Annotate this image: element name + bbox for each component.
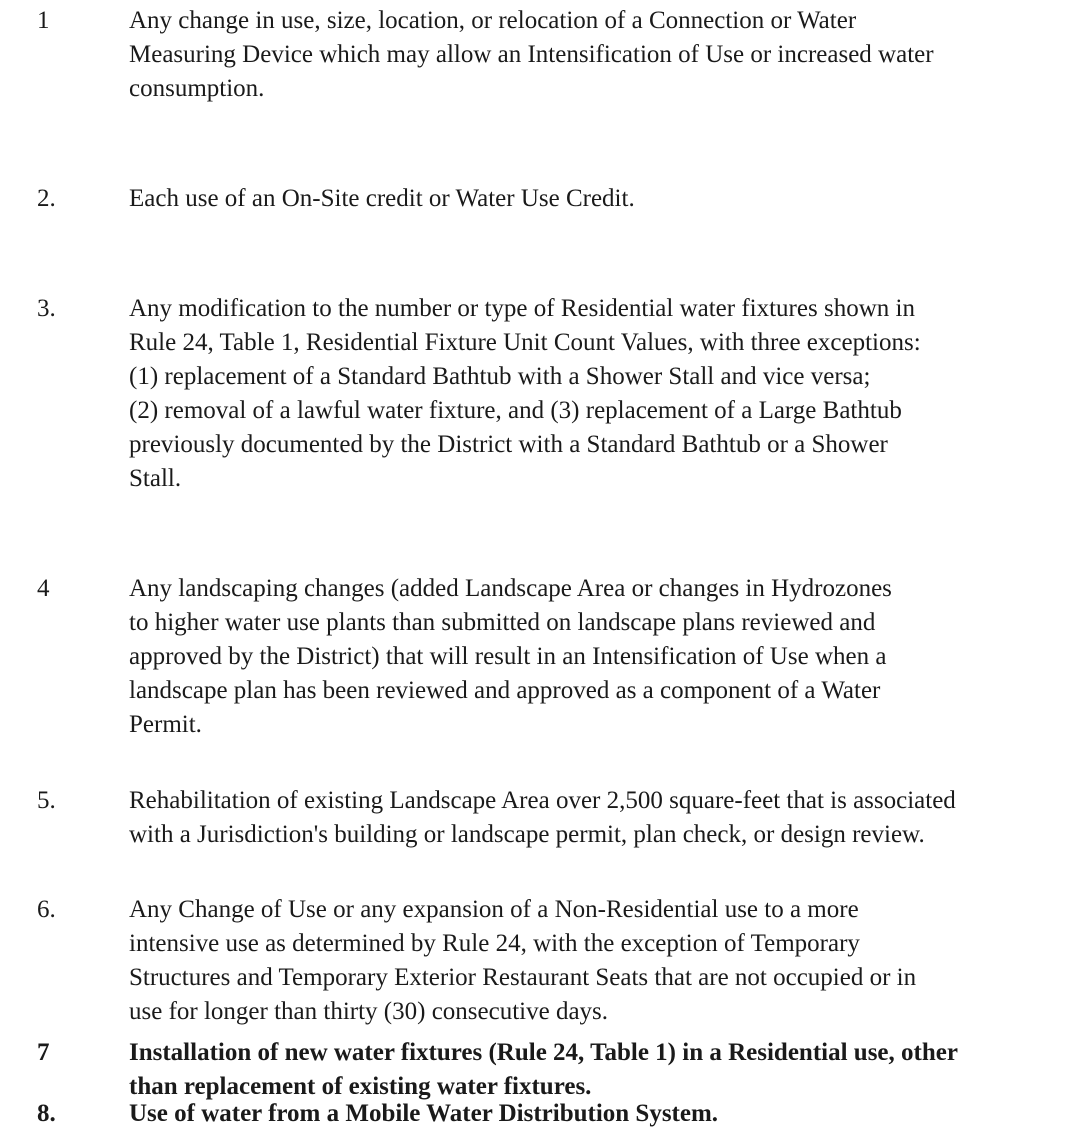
text-line: than replacement of existing water fixtures. [129,1073,592,1100]
text-line: Stall. [129,465,182,492]
item-text [129,893,1069,1029]
text-line: Installation of new water fixtures (Rule 24, Table 1) in a Residential use, other [129,1039,958,1066]
text-line: Any modification to the number or type of Residential water fixtures shown in [129,295,915,322]
text-line: landscape plan has been reviewed and approved as a component of a Water [129,677,881,704]
text-line: (2) removal of a lawful water fixture, and (3) replacement of a Large Bathtub [129,397,902,424]
text-line: Each use of an On-Site credit or Water Use Credit. [129,185,635,212]
item-number: 3. [37,295,56,322]
text-line: Any landscaping changes (added Landscape Area or changes in Hydrozones [129,575,892,602]
text-line: previously documented by the District with a Standard Bathtub or a Shower [129,431,888,458]
text-line: with a Jurisdiction's building or landscape permit, plan check, or design review. [129,821,925,848]
item-text [129,4,1069,106]
text-line: Any Change of Use or any expansion of a Non-Residential use to a more [129,896,859,923]
text-line: Use of water from a Mobile Water Distribution System. [129,1100,719,1127]
text-line: to higher water use plants than submitted on landscape plans reviewed and [129,609,876,636]
item-text [129,182,1069,216]
text-line: intensive use as determined by Rule 24, with the exception of Temporary [129,930,860,957]
item-text [129,572,1069,742]
item-number: 7 [37,1039,50,1066]
item-number: 4 [37,575,50,602]
item-text [129,292,1069,496]
text-line: Any change in use, size, location, or relocation of a Connection or Water [129,7,857,34]
item-text [129,784,1069,852]
text-line: Rehabilitation of existing Landscape Area over 2,500 square-feet that is associated [129,787,956,814]
text-line: (1) replacement of a Standard Bathtub with a Shower Stall and vice versa; [129,363,871,390]
item-number: 6. [37,896,56,923]
text-line: approved by the District) that will result in an Intensification of Use when a [129,643,887,670]
item-number: 2. [37,185,56,212]
text-line: consumption. [129,75,265,102]
item-text [129,1036,1069,1104]
text-line: Measuring Device which may allow an Intensification of Use or increased water [129,41,934,68]
text-line: Permit. [129,711,202,738]
text-line: Structures and Temporary Exterior Restaurant Seats that are not occupied or in [129,964,917,991]
item-number: 5. [37,787,56,814]
text-line: Rule 24, Table 1, Residential Fixture Unit Count Values, with three exceptions: [129,329,921,356]
item-text [129,1097,1069,1131]
text-line: use for longer than thirty (30) consecutive days. [129,998,609,1025]
item-number: 8. [37,1100,56,1127]
item-number: 1 [37,7,50,34]
